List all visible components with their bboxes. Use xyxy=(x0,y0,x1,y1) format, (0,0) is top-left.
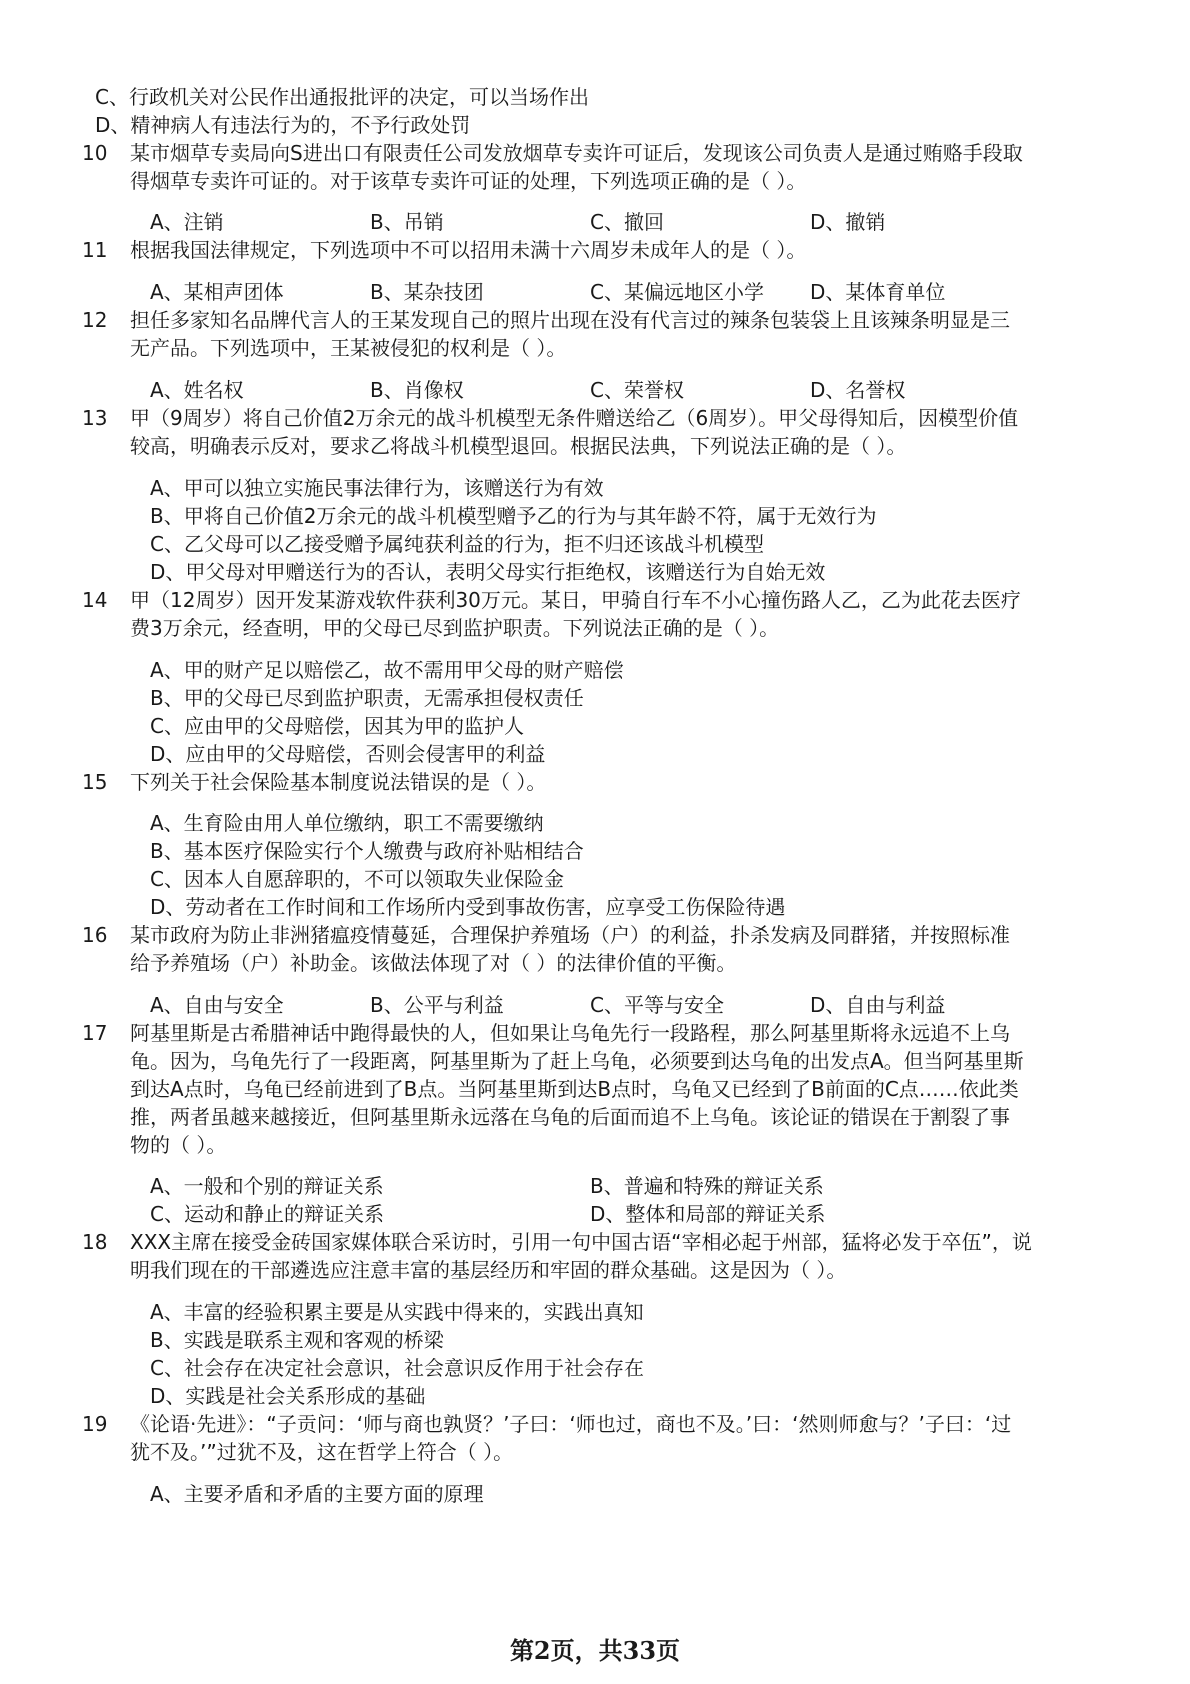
option-c: C、某偏远地区小学 xyxy=(590,280,764,304)
option-d: D、实践是社会关系形成的基础 xyxy=(150,1384,426,1408)
option-c: C、应由甲的父母赔偿，因其为甲的监护人 xyxy=(150,714,524,738)
question-text: 得烟草专卖许可证的。对于该草专卖许可证的处理，下列选项正确的是（ ）。 xyxy=(130,169,807,193)
option-a: A、甲可以独立实施民事法律行为，该赠送行为有效 xyxy=(150,476,604,500)
question-number: 10 xyxy=(82,141,108,165)
option-c: C、荣誉权 xyxy=(590,378,684,402)
option-d-q9: D、精神病人有违法行为的，不予行政处罚 xyxy=(95,113,471,137)
question-text: 推，两者虽越来越接近，但阿基里斯永远落在乌龟的后面而追不上乌龟。该论证的错误在于割裂了事 xyxy=(130,1105,1010,1129)
option-b: B、公平与利益 xyxy=(370,993,504,1017)
option-b: B、肖像权 xyxy=(370,378,464,402)
option-d: D、应由甲的父母赔偿，否则会侵害甲的利益 xyxy=(150,742,546,766)
question-text: 担任多家知名品牌代言人的王某发现自己的照片出现在没有代言过的辣条包装袋上且该辣条明显是三 xyxy=(130,308,1010,332)
option-c: C、撤回 xyxy=(590,210,664,234)
question-text: 甲（12周岁）因开发某游戏软件获利30万元。某日，甲骑自行车不小心撞伤路人乙，乙为此花去医疗 xyxy=(130,588,1021,612)
question-number: 11 xyxy=(82,238,108,262)
option-b: B、普遍和特殊的辩证关系 xyxy=(590,1174,824,1198)
option-c: C、社会存在决定社会意识，社会意识反作用于社会存在 xyxy=(150,1356,644,1380)
question-text: 犹不及。’”过犹不及，这在哲学上符合（ ）。 xyxy=(130,1440,514,1464)
question-text: 某市政府为防止非洲猪瘟疫情蔓延，合理保护养殖场（户）的利益，扑杀发病及同群猪，并按照标准 xyxy=(130,923,1010,947)
option-d: D、自由与利益 xyxy=(810,993,946,1017)
question-text: 物的（ ）。 xyxy=(130,1133,227,1157)
question-number: 14 xyxy=(82,588,108,612)
question-number: 18 xyxy=(82,1230,108,1254)
option-c-q9: C、行政机关对公民作出通报批评的决定，可以当场作出 xyxy=(95,85,589,109)
option-b: B、实践是联系主观和客观的桥梁 xyxy=(150,1328,444,1352)
page-footer: 第2页，共33页 xyxy=(509,1636,681,1665)
question-number: 17 xyxy=(82,1021,108,1045)
option-a: A、甲的财产足以赔偿乙，故不需用甲父母的财产赔偿 xyxy=(150,658,624,682)
question-text: 阿基里斯是古希腊神话中跑得最快的人，但如果让乌龟先行一段路程，那么阿基里斯将永远追不上乌 xyxy=(130,1021,1010,1045)
option-d: D、名誉权 xyxy=(810,378,906,402)
question-text: 到达A点时，乌龟已经前进到了B点。当阿基里斯到达B点时，乌龟又已经到了B前面的C点……依此类 xyxy=(130,1077,1019,1101)
question-text: 甲（9周岁）将自己价值2万余元的战斗机模型无条件赠送给乙（6周岁）。甲父母得知后，因模型价值 xyxy=(130,406,1019,430)
option-c: C、平等与安全 xyxy=(590,993,724,1017)
question-number: 19 xyxy=(82,1412,108,1436)
question-text: 《论语·先进》：“子贡问：‘师与商也孰贤？’子曰：‘师也过，商也不及。’曰：‘然则师愈与？’子曰：‘过 xyxy=(130,1412,1012,1436)
option-c: C、因本人自愿辞职的，不可以领取失业保险金 xyxy=(150,867,564,891)
question-text: 给予养殖场（户）补助金。该做法体现了对（ ）的法律价值的平衡。 xyxy=(130,951,737,975)
option-d: D、整体和局部的辩证关系 xyxy=(590,1202,826,1226)
question-number: 12 xyxy=(82,308,108,332)
option-a: A、姓名权 xyxy=(150,378,244,402)
question-number: 16 xyxy=(82,923,108,947)
option-b: B、甲的父母已尽到监护职责，无需承担侵权责任 xyxy=(150,686,584,710)
option-b: B、吊销 xyxy=(370,210,444,234)
option-b: B、某杂技团 xyxy=(370,280,484,304)
question-text: 下列关于社会保险基本制度说法错误的是（ ）。 xyxy=(130,770,547,794)
option-b: B、基本医疗保险实行个人缴费与政府补贴相结合 xyxy=(150,839,584,863)
option-c: C、乙父母可以乙接受赠予属纯获利益的行为，拒不归还该战斗机模型 xyxy=(150,532,764,556)
option-d: D、某体育单位 xyxy=(810,280,946,304)
question-text: 较高，明确表示反对，要求乙将战斗机模型退回。根据民法典，下列说法正确的是（ ）。 xyxy=(130,434,907,458)
question-text: XXX主席在接受金砖国家媒体联合采访时，引用一句中国古语“宰相必起于州部，猛将必发于卒伍”，说 xyxy=(130,1230,1032,1254)
question-text: 费3万余元，经查明，甲的父母已尽到监护职责。下列说法正确的是（ ）。 xyxy=(130,616,780,640)
option-a: A、某相声团体 xyxy=(150,280,284,304)
question-text: 根据我国法律规定，下列选项中不可以招用未满十六周岁未成年人的是（ ）。 xyxy=(130,238,807,262)
option-a: A、自由与安全 xyxy=(150,993,284,1017)
question-text: 明我们现在的干部遴选应注意丰富的基层经历和牢固的群众基础。这是因为（ ）。 xyxy=(130,1258,847,1282)
question-number: 13 xyxy=(82,406,108,430)
option-a: A、注销 xyxy=(150,210,224,234)
question-text: 某市烟草专卖局向S进出口有限责任公司发放烟草专卖许可证后，发现该公司负责人是通过贿赂手段取 xyxy=(130,141,1023,165)
option-a: A、生育险由用人单位缴纳，职工不需要缴纳 xyxy=(150,811,544,835)
option-d: D、劳动者在工作时间和工作场所内受到事故伤害，应享受工伤保险待遇 xyxy=(150,895,786,919)
option-a: A、一般和个别的辩证关系 xyxy=(150,1174,384,1198)
question-text: 龟。因为，乌龟先行了一段距离，阿基里斯为了赶上乌龟，必须要到达乌龟的出发点A。但当阿基里斯 xyxy=(130,1049,1024,1073)
question-text: 无产品。下列选项中，王某被侵犯的权利是（ ）。 xyxy=(130,336,567,360)
question-number: 15 xyxy=(82,770,108,794)
option-b: B、甲将自己价值2万余元的战斗机模型赠予乙的行为与其年龄不符，属于无效行为 xyxy=(150,504,877,528)
option-a: A、主要矛盾和矛盾的主要方面的原理 xyxy=(150,1482,484,1506)
option-d: D、甲父母对甲赠送行为的否认，表明父母实行拒绝权，该赠送行为自始无效 xyxy=(150,560,826,584)
option-d: D、撤销 xyxy=(810,210,886,234)
option-a: A、丰富的经验积累主要是从实践中得来的，实践出真知 xyxy=(150,1300,644,1324)
option-c: C、运动和静止的辩证关系 xyxy=(150,1202,384,1226)
